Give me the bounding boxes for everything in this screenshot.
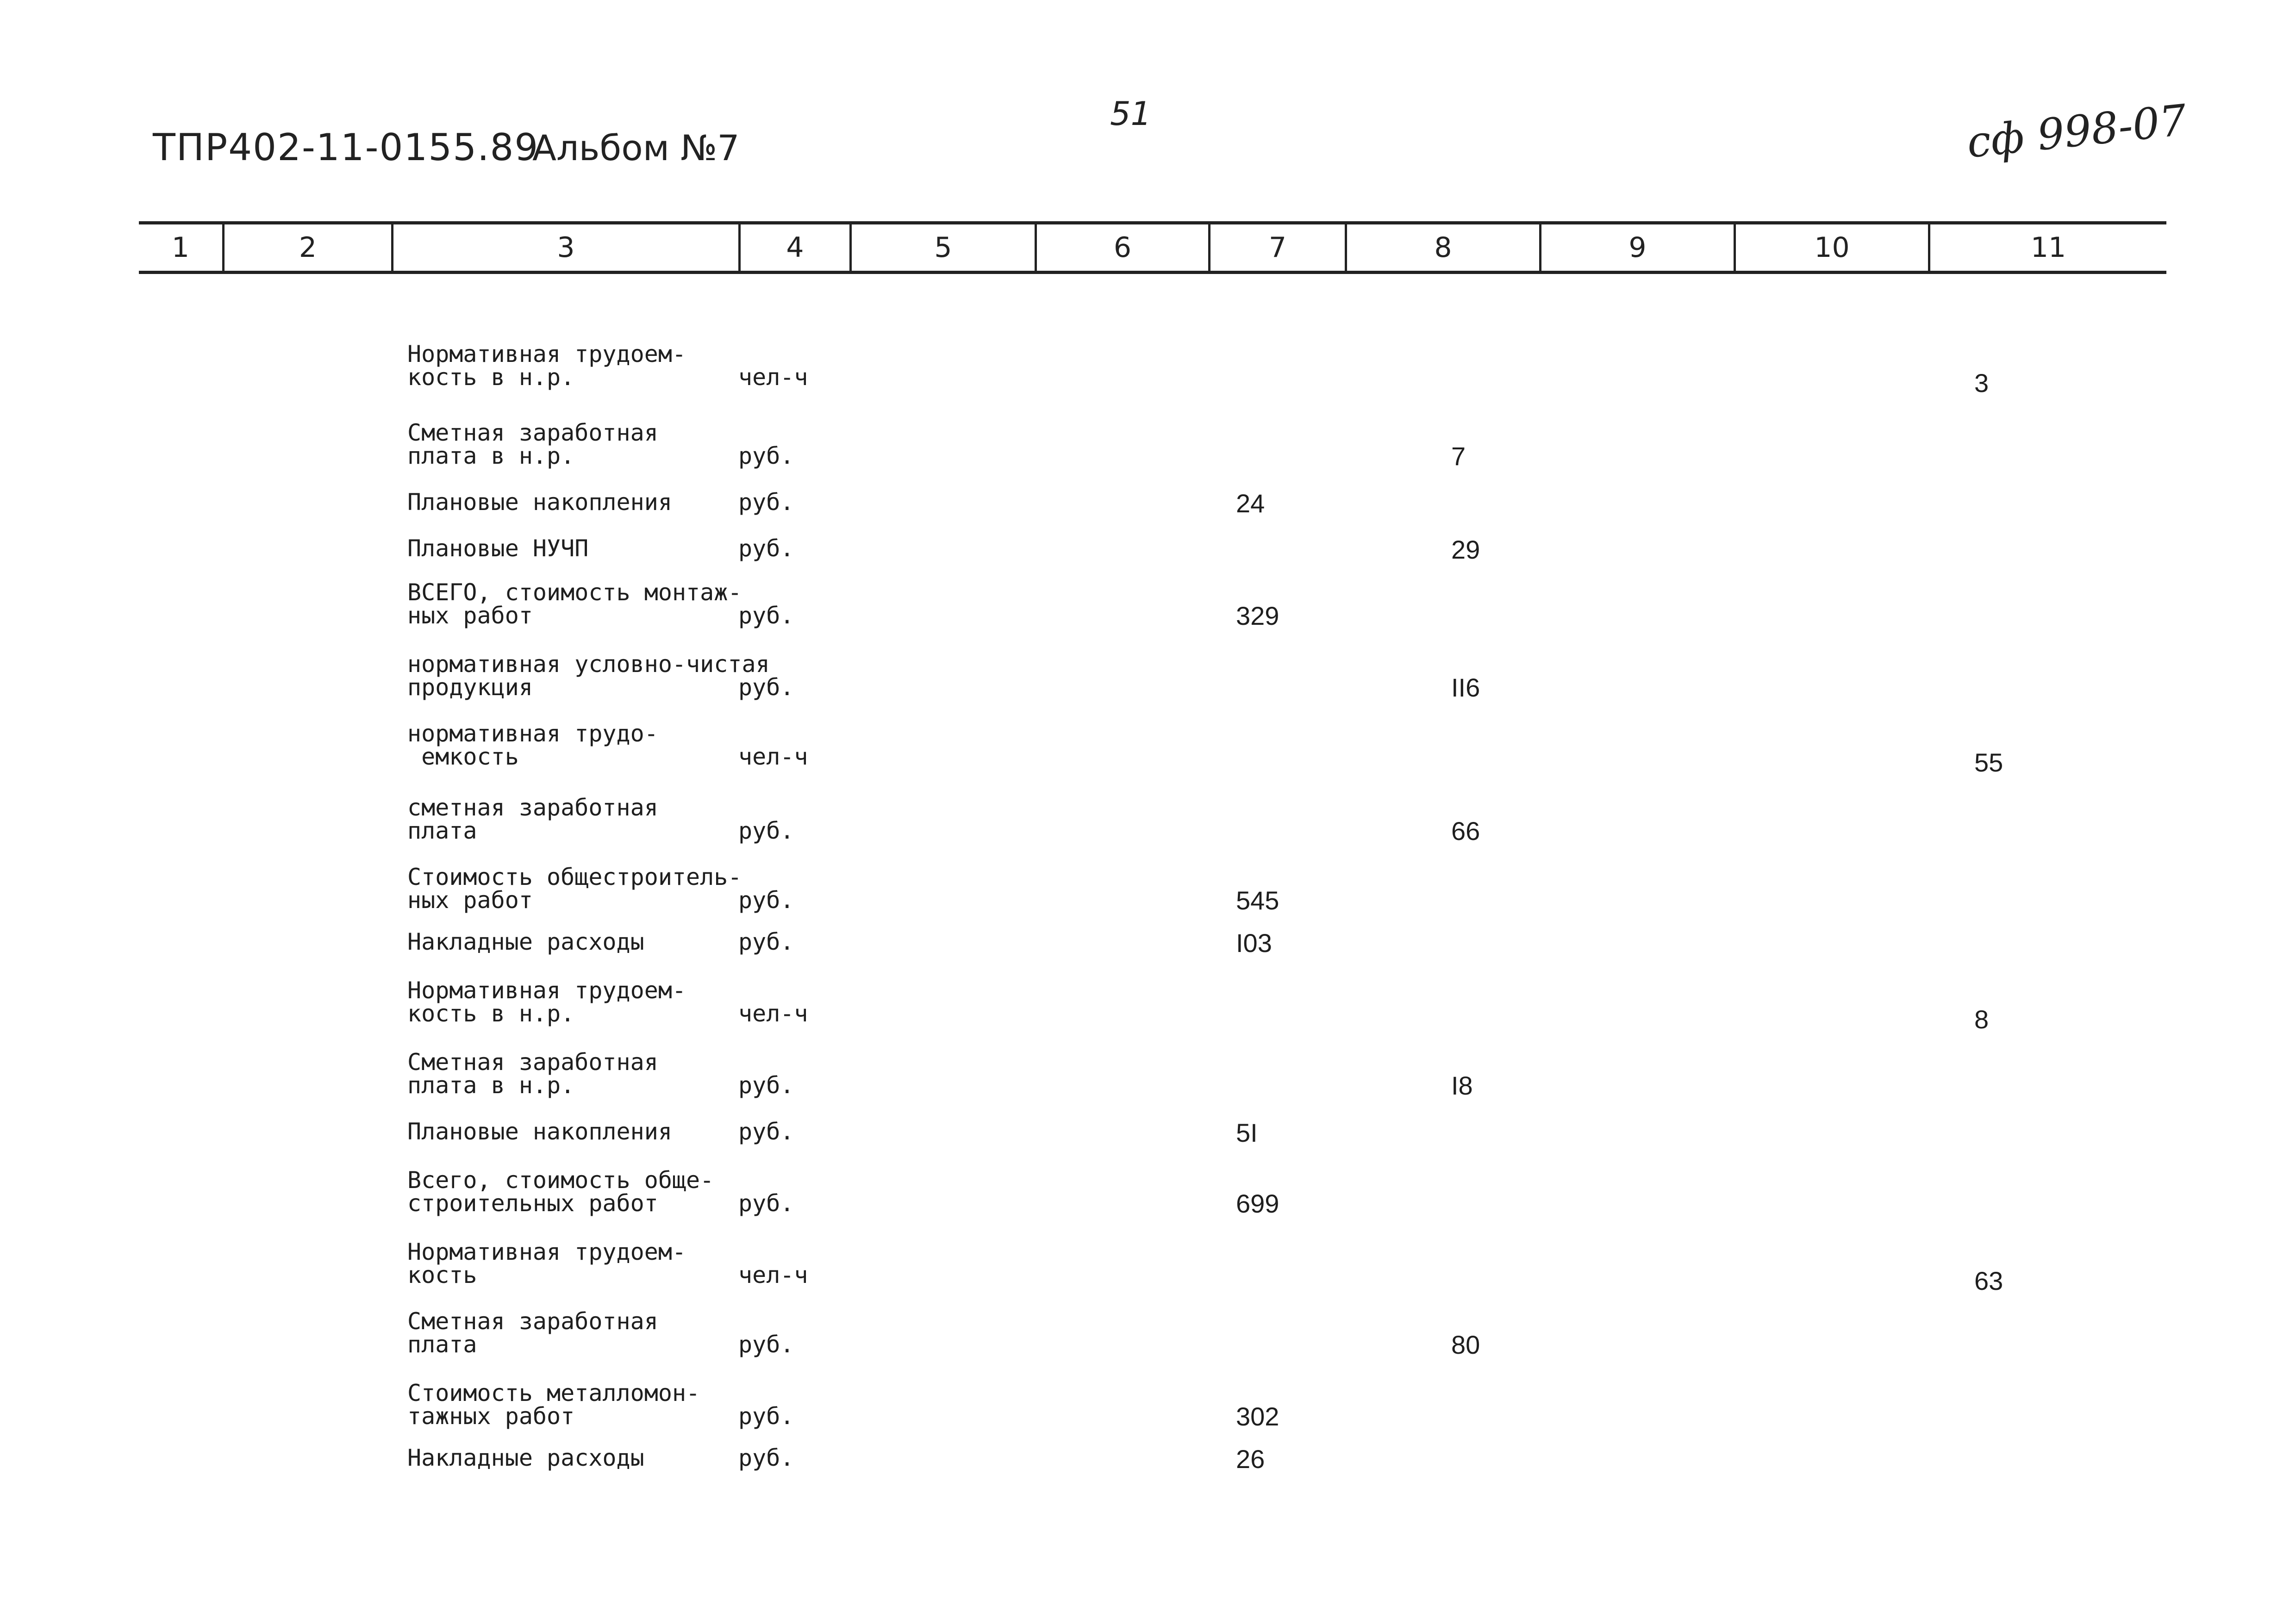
- page-number: 51: [1110, 95, 1152, 133]
- item-name: Сметная заработная плата в н.р.: [407, 1049, 658, 1099]
- item-name: Нормативная трудоем- кость в н.р.: [407, 977, 686, 1027]
- column-header-row: [139, 221, 2166, 274]
- table-row: [0, 1381, 2296, 1442]
- item-unit: руб.: [738, 928, 794, 955]
- item-unit: руб.: [738, 1190, 794, 1217]
- table-row: [0, 1446, 2296, 1506]
- item-name: Плановые накопления: [407, 489, 672, 516]
- table-row: [0, 342, 2296, 403]
- value-col-7: 302: [1236, 1402, 1279, 1431]
- table-row: [0, 796, 2296, 856]
- column-header-10: 10: [1734, 224, 1928, 271]
- item-name: Всего, стоимость обще- строительных работ: [407, 1167, 714, 1217]
- item-name: ВСЕГО, стоимость монтаж- ных работ: [407, 579, 742, 629]
- item-name: Нормативная трудоем- кость в н.р.: [407, 341, 686, 391]
- sheet-code: сф 998-07: [1964, 95, 2189, 168]
- table-row: [0, 653, 2296, 713]
- column-header-8: 8: [1345, 224, 1539, 271]
- item-unit: руб.: [738, 442, 794, 469]
- table-row: [0, 722, 2296, 782]
- document-code: ТПР402-11-0155.89: [153, 126, 539, 169]
- column-header-5: 5: [849, 224, 1035, 271]
- value-col-7: 329: [1236, 601, 1279, 630]
- item-unit: руб.: [738, 602, 794, 629]
- item-unit: руб.: [738, 1072, 794, 1099]
- item-unit: руб.: [738, 817, 794, 844]
- table-row: [0, 1051, 2296, 1111]
- value-col-8: 29: [1451, 535, 1480, 564]
- item-unit: руб.: [738, 489, 794, 516]
- table-row: [0, 1240, 2296, 1300]
- item-unit: руб.: [738, 1331, 794, 1358]
- column-header-1: 1: [171, 231, 190, 264]
- column-header-6: 6: [1035, 224, 1208, 271]
- item-name: нормативная трудо- емкость: [407, 720, 658, 770]
- item-unit: руб.: [738, 1403, 794, 1430]
- value-col-7: I03: [1236, 928, 1272, 958]
- item-name: Плановые НУЧП: [407, 535, 589, 562]
- item-unit: чел-ч: [738, 1262, 808, 1288]
- value-col-8: I8: [1451, 1071, 1473, 1100]
- value-col-7: 24: [1236, 489, 1265, 518]
- value-col-8: 80: [1451, 1330, 1480, 1359]
- item-unit: чел-ч: [738, 1000, 808, 1027]
- value-col-11: 55: [1974, 748, 2003, 777]
- item-name: Накладные расходы: [407, 928, 644, 955]
- item-name: Стоимость металломон- тажных работ: [407, 1380, 700, 1430]
- item-unit: чел-ч: [738, 364, 808, 391]
- value-col-7: 699: [1236, 1189, 1279, 1218]
- value-col-11: 8: [1974, 1005, 1989, 1034]
- album-number: Альбом №7: [532, 127, 740, 168]
- column-header-4: 4: [738, 224, 849, 271]
- value-col-7: 26: [1236, 1444, 1265, 1474]
- value-col-8: 7: [1451, 442, 1466, 471]
- table-row: [0, 1169, 2296, 1229]
- value-col-8: II6: [1451, 673, 1480, 702]
- item-unit: руб.: [738, 1444, 794, 1471]
- table-row: [0, 979, 2296, 1039]
- item-unit: руб.: [738, 887, 794, 914]
- item-name: Стоимость общестроитель- ных работ: [407, 864, 742, 914]
- table-row: [0, 581, 2296, 641]
- item-name: Сметная заработная плата в н.р.: [407, 419, 658, 469]
- item-name: нормативная условно-чистая продукция: [407, 651, 770, 701]
- column-header-11: 11: [1928, 224, 2166, 271]
- column-header-9: 9: [1539, 224, 1734, 271]
- item-name: Накладные расходы: [407, 1444, 644, 1471]
- value-col-7: 545: [1236, 886, 1279, 915]
- column-header-2: 2: [222, 224, 391, 271]
- item-unit: руб.: [738, 674, 794, 701]
- value-col-11: 63: [1974, 1266, 2003, 1295]
- table-row: [0, 865, 2296, 926]
- item-unit: руб.: [738, 1118, 794, 1145]
- table-row: [0, 421, 2296, 481]
- item-unit: чел-ч: [738, 743, 808, 770]
- item-name: Сметная заработная плата: [407, 1308, 658, 1358]
- value-col-7: 5I: [1236, 1118, 1258, 1147]
- value-col-11: 3: [1974, 368, 1989, 398]
- table-row: [0, 1310, 2296, 1370]
- value-col-8: 66: [1451, 816, 1480, 846]
- column-header-7: 7: [1208, 224, 1345, 271]
- item-name: Плановые накопления: [407, 1118, 672, 1145]
- item-name: Нормативная трудоем- кость: [407, 1238, 686, 1288]
- column-header-3: 3: [391, 224, 738, 271]
- item-name: сметная заработная плата: [407, 794, 658, 844]
- item-unit: руб.: [738, 535, 794, 562]
